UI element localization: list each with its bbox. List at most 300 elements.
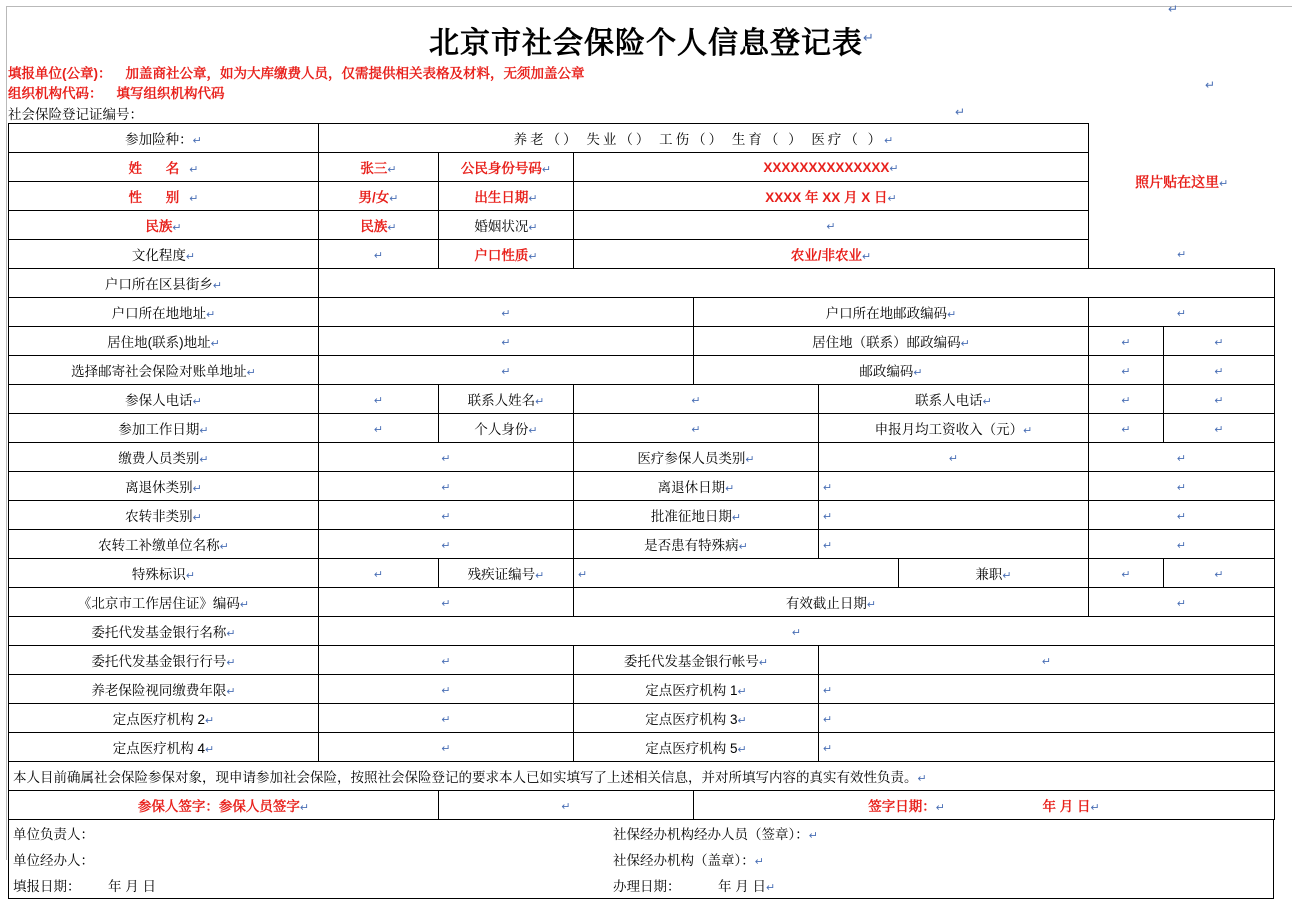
disability-no-label: 残疾证编号 [467,567,536,583]
special-ill-value-cell[interactable] [819,530,1089,559]
paragraph-mark-icon: ↵ [1168,2,1179,16]
table-row [9,269,1275,298]
hukou-type-value-cell[interactable] [574,240,1089,269]
photo-placeholder-label: 照片贴在这里 [1135,173,1220,190]
approval-date-value-cell[interactable] [819,501,1089,530]
contact-name-value-cell[interactable] [574,385,819,414]
approval-date-label: 批准征地日期 [650,509,732,525]
contact-name-label: 联系人姓名 [467,393,536,409]
mail-zip-label-cell [694,356,1089,385]
bank-name-label: 委托代发基金银行名称 [91,625,227,641]
unit-agent-cell [9,846,609,872]
paragraph-mark-icon: ↵ [206,309,216,322]
gender-label: 性 别 [128,190,190,206]
pre-header-block [0,64,1304,103]
paragraph-mark-icon: ↵ [1219,177,1229,190]
registration-form-table [8,123,1275,820]
paragraph-mark-icon: ↵ [731,512,742,525]
table-row [9,240,1275,269]
unit-head-cell [9,820,609,846]
bank-name-label-cell [9,617,319,646]
hospital5-value-cell[interactable] [819,733,1275,762]
hukou-type-label: 户口性质 [474,248,529,264]
page-title [0,0,1304,64]
hukou-district-label: 户口所在区县街乡 [104,277,213,293]
nation-label-cell [9,211,319,240]
hospital3-value-cell[interactable] [819,704,1275,733]
insurance-types-label-cell [9,124,319,153]
live-address-value-cell[interactable] [319,327,694,356]
table-row [9,646,1275,675]
fill-date-label: 填报日期： [13,879,81,895]
table-row [9,791,1275,820]
bank-code-label: 委托代发基金银行行号 [91,654,227,670]
org-code-value: 填写组织机构代码 [116,85,225,101]
paragraph-mark-icon: ↵ [501,336,511,349]
phone-label-cell [9,385,319,414]
declaration-text: 本人目前确属社会保险参保对象，现申请参加社会保险，按照社会保险登记的要求本人已如实填写了上述相关信息，并对所填写内容的真实有效性负责。 [13,770,918,786]
phone-value-cell[interactable] [319,385,439,414]
paragraph-mark-icon: ↵ [766,882,776,895]
paragraph-mark-icon: ↵ [226,628,236,641]
paragraph-mark-icon: ↵ [889,162,899,175]
live-zip-value-cell[interactable] [1089,327,1164,356]
paragraph-mark-icon: ↵ [808,830,818,843]
table-row [9,733,1275,762]
hukou-address-label-cell [9,298,319,327]
contact-phone-extra-cell[interactable] [1164,385,1275,414]
sign-date-label: 签字日期： [868,799,936,815]
paragraph-mark-icon: ↵ [917,773,927,786]
table-row [9,414,1275,443]
name-value: 张三 [360,161,388,177]
footer-row [9,846,1273,872]
paragraph-mark-icon: ↵ [737,686,747,699]
paragraph-mark-icon: ↵ [913,367,923,380]
bank-code-label-cell [9,646,319,675]
paragraph-mark-icon: ↵ [528,193,538,206]
identity-label-cell [439,414,574,443]
signature-label-cell [9,791,439,820]
paragraph-mark-icon: ↵ [1214,336,1224,349]
paragraph-mark-icon: ↵ [1002,570,1012,583]
process-date-value: 年 月 日 [718,879,767,895]
valid-until-label: 有效截止日期 [785,596,867,612]
paragraph-mark-icon: ↵ [192,483,202,496]
paragraph-mark-icon: ↵ [1041,655,1052,668]
identity-value-cell[interactable] [574,414,819,443]
paragraph-mark-icon: ↵ [441,510,451,523]
education-label: 文化程度 [131,248,186,264]
disability-no-value-cell[interactable] [574,559,899,588]
hukou-zip-label: 户口所在地邮政编码 [825,306,948,322]
mail-zip-extra-cell[interactable] [1164,356,1275,385]
paragraph-mark-icon: ↵ [1176,539,1187,552]
paragraph-mark-icon: ↵ [1121,423,1131,436]
agency-seal-cell [609,846,1273,872]
signature-blank-cell[interactable] [439,791,694,820]
work-permit-label: 《北京市工作居住证》编码 [77,596,240,612]
bank-name-value-cell[interactable] [319,617,1275,646]
fill-unit-label: 填报单位(公章)： [8,66,112,81]
retire-extra-cell[interactable] [1089,472,1275,501]
birth-label-cell [439,182,574,211]
paragraph-mark-icon: ↵ [541,164,552,177]
signature-value: 参保人员签字 [218,799,300,815]
nz-type-value-cell[interactable] [319,501,574,530]
paragraph-mark-icon: ↵ [441,481,451,494]
paragraph-mark-icon: ↵ [948,452,959,465]
table-row [9,298,1275,327]
signature-label: 参保人签字： [137,799,219,815]
hukou-address-value-cell[interactable] [319,298,694,327]
ngw-unit-value-cell[interactable] [319,530,574,559]
paragraph-mark-icon: ↵ [691,394,701,407]
paragraph-mark-icon: ↵ [373,394,384,407]
sign-date-cell[interactable] [694,791,1275,820]
special-mark-label-cell [9,559,319,588]
footer-row [9,820,1273,846]
paragraph-mark-icon: ↵ [578,568,588,581]
hukou-district-value-cell[interactable] [319,269,1275,298]
paragraph-mark-icon: ↵ [884,135,894,148]
paragraph-mark-icon: ↵ [1023,425,1033,438]
paragraph-mark-icon: ↵ [441,452,451,465]
hukou-address-label: 户口所在地地址 [111,306,207,322]
paragraph-mark-icon: ↵ [758,657,769,670]
id-label: 公民身份号码 [460,161,542,177]
mail-address-label: 选择邮寄社会保险对账单地址 [71,364,247,380]
parttime-extra-cell[interactable] [1164,559,1275,588]
paragraph-mark-icon: ↵ [199,454,209,467]
gender-label-cell [9,182,319,211]
paragraph-mark-icon: ↵ [737,744,747,757]
name-value-cell[interactable] [319,153,439,182]
paragraph-mark-icon: ↵ [205,715,215,728]
paragraph-mark-icon: ↵ [887,193,897,206]
paragraph-mark-icon: ↵ [1214,568,1224,581]
paragraph-mark-icon: ↵ [246,367,256,380]
paragraph-mark-icon: ↵ [1121,336,1131,349]
payer-type-extra-cell[interactable] [1089,443,1275,472]
paragraph-mark-icon: ↵ [725,483,735,496]
table-row [9,617,1275,646]
disability-no-label-cell [439,559,574,588]
hospital2-label-cell [9,704,319,733]
insurance-types-value-cell[interactable] [319,124,1089,153]
hospital4-label: 定点医疗机构 4 [112,741,206,757]
parttime-label: 兼职 [975,567,1003,583]
work-permit-label-cell [9,588,319,617]
paragraph-mark-icon: ↵ [955,105,966,120]
paragraph-mark-icon: ↵ [192,512,202,525]
paragraph-mark-icon: ↵ [691,423,701,436]
paragraph-mark-icon: ↵ [1177,249,1187,262]
paragraph-mark-icon: ↵ [745,454,755,467]
paragraph-mark-icon: ↵ [935,802,945,815]
hukou-zip-label-cell [694,298,1089,327]
sign-date-value: 年 月 日 [1042,799,1091,815]
paragraph-mark-icon: ↵ [1176,307,1187,320]
retire-date-value-cell[interactable] [819,472,1089,501]
paragraph-mark-icon: ↵ [535,396,545,409]
paragraph-mark-icon: ↵ [441,655,451,668]
table-row [9,559,1275,588]
medical-type-value-cell[interactable] [819,443,1089,472]
fill-date-value: 年 月 日 [108,879,157,895]
paragraph-mark-icon: ↵ [1121,568,1131,581]
retire-date-label-cell [574,472,819,501]
paragraph-mark-icon: ↵ [1214,423,1224,436]
footer-row [9,872,1273,898]
paragraph-mark-icon: ↵ [501,365,511,378]
page-title-text: 北京市社会保险个人信息登记表 [429,27,864,60]
hospital1-label: 定点医疗机构 1 [645,683,738,699]
paragraph-mark-icon: ↵ [441,713,451,726]
paragraph-mark-icon: ↵ [823,684,833,697]
insurance-types-label: 参加险种： [125,132,193,148]
paragraph-mark-icon: ↵ [863,30,875,45]
parttime-value-cell[interactable] [1089,559,1164,588]
education-label-cell [9,240,319,269]
paragraph-mark-icon: ↵ [1176,481,1187,494]
mail-address-label-cell [9,356,319,385]
paragraph-mark-icon: ↵ [441,597,451,610]
mail-zip-label: 邮政编码 [859,364,914,380]
work-permit-value-cell[interactable] [319,588,574,617]
bank-code-value-cell[interactable] [319,646,574,675]
live-zip-extra-cell[interactable] [1164,327,1275,356]
paragraph-mark-icon: ↵ [441,539,451,552]
paragraph-mark-icon: ↵ [373,423,384,436]
paragraph-mark-icon: ↵ [947,309,957,322]
table-row [9,124,1275,153]
marriage-label-cell [439,211,574,240]
paragraph-mark-icon: ↵ [528,425,538,438]
hospital3-label: 定点医疗机构 3 [645,712,738,728]
hospital5-label-cell [574,733,819,762]
footer-table [9,820,1273,898]
table-row [9,588,1275,617]
ngw-extra-cell[interactable] [1089,530,1275,559]
paragraph-mark-icon: ↵ [189,193,199,206]
table-row [9,704,1275,733]
hukou-type-value: 农业/非农业 [790,248,863,264]
contact-phone-label-cell [819,385,1089,414]
registration-number-line [0,103,1304,123]
birth-value-cell[interactable] [574,182,1089,211]
process-date-label: 办理日期： [613,879,681,895]
paragraph-mark-icon: ↵ [387,164,397,177]
paragraph-mark-icon: ↵ [226,657,236,670]
page-top-rule [6,6,1292,7]
paragraph-mark-icon: ↵ [1121,365,1131,378]
mail-zip-value-cell[interactable] [1089,356,1164,385]
identity-label: 个人身份 [474,422,529,438]
paragraph-mark-icon: ↵ [960,338,970,351]
name-label: 姓 名 [128,161,190,177]
paragraph-mark-icon: ↵ [199,425,209,438]
paragraph-mark-icon: ↵ [1214,365,1224,378]
paragraph-mark-icon: ↵ [1205,78,1216,92]
contact-phone-label: 联系人电话 [915,393,983,409]
paragraph-mark-icon: ↵ [528,251,538,264]
live-zip-label: 居住地（联系）邮政编码 [812,335,961,351]
process-date-cell [609,872,1273,898]
page-left-rule [6,6,7,860]
hukou-type-label-cell [439,240,574,269]
paragraph-mark-icon: ↵ [823,713,833,726]
hukou-district-label-cell [9,269,319,298]
hospital2-label: 定点医疗机构 2 [112,712,206,728]
mail-address-value-cell[interactable] [319,356,694,385]
id-value-cell[interactable] [574,153,1089,182]
work-start-label: 参加工作日期 [118,422,200,438]
contact-phone-value-cell[interactable] [1089,385,1164,414]
approval-date-label-cell [574,501,819,530]
paragraph-mark-icon: ↵ [1176,510,1187,523]
table-row [9,327,1275,356]
payer-type-value-cell[interactable] [319,443,574,472]
agency-staff-label: 社保经办机构经办人员（签章）： [613,827,809,843]
table-row [9,472,1275,501]
medical-type-label-cell [574,443,819,472]
agency-staff-cell [609,820,1273,846]
bank-account-label-cell [574,646,819,675]
special-ill-label: 是否患有特殊病 [644,538,739,554]
paragraph-mark-icon: ↵ [205,744,215,757]
paragraph-mark-icon: ↵ [172,222,182,235]
org-code-label: 组织机构代码： [8,85,103,101]
paragraph-mark-icon: ↵ [823,539,833,552]
gender-value: 男/女 [358,190,390,206]
paragraph-mark-icon: ↵ [226,686,236,699]
bank-account-label: 委托代发基金银行帐号 [623,654,759,670]
retire-date-label: 离退休日期 [657,480,726,496]
paragraph-mark-icon: ↵ [387,222,397,235]
retire-type-value-cell[interactable] [319,472,574,501]
nation-label: 民族 [145,219,173,235]
retire-type-label-cell [9,472,319,501]
salary-label: 申报月均工资收入（元） [874,422,1024,438]
paragraph-mark-icon: ↵ [441,742,451,755]
declaration-cell [9,762,1275,791]
nation-value-cell[interactable] [319,211,439,240]
fill-date-cell [9,872,609,898]
work-start-label-cell [9,414,319,443]
phone-label: 参保人电话 [125,393,193,409]
table-row [9,762,1275,791]
birth-value: XXXX 年 XX 月 X 日 [765,190,888,206]
paragraph-mark-icon: ↵ [738,541,748,554]
paragraph-mark-icon: ↵ [219,541,229,554]
table-row [9,182,1275,211]
paragraph-mark-icon: ↵ [561,800,571,813]
salary-value-cell[interactable] [1089,414,1164,443]
ngw-unit-label: 农转工补缴单位名称 [98,538,220,554]
unit-agent-label: 单位经办人： [13,853,94,869]
paragraph-mark-icon: ↵ [189,164,199,177]
fill-unit-line [8,64,1304,84]
unit-head-label: 单位负责人： [13,827,94,843]
table-row [9,211,1275,240]
bank-account-value-cell[interactable] [819,646,1275,675]
valid-until-value-cell[interactable] [1089,588,1275,617]
org-code-line [8,84,1304,104]
retire-type-label: 离退休类别 [125,480,193,496]
hukou-zip-value-cell[interactable] [1089,298,1275,327]
paragraph-mark-icon: ↵ [192,396,202,409]
birth-label: 出生日期 [474,190,529,206]
hospital1-label-cell [574,675,819,704]
nz-type-label: 农转非类别 [125,509,193,525]
paragraph-mark-icon: ↵ [866,599,877,612]
paragraph-mark-icon: ↵ [823,510,833,523]
paragraph-mark-icon: ↵ [441,684,451,697]
valid-until-label-cell [574,588,1089,617]
deemed-years-label-cell [9,675,319,704]
live-zip-label-cell [694,327,1089,356]
id-label-cell [439,153,574,182]
marriage-value-cell[interactable] [574,211,1089,240]
paragraph-mark-icon: ↵ [373,568,384,581]
paragraph-mark-icon: ↵ [737,715,747,728]
registration-number-label: 社会保险登记证编号： [8,107,143,123]
paragraph-mark-icon: ↵ [982,396,992,409]
work-start-value-cell[interactable] [319,414,439,443]
medical-type-label: 医疗参保人员类别 [637,451,746,467]
id-value: XXXXXXXXXXXXXX [763,159,890,175]
hospital5-label: 定点医疗机构 5 [645,741,738,757]
paragraph-mark-icon: ↵ [192,135,202,148]
marriage-label: 婚姻状况 [474,219,529,235]
payer-type-label-cell [9,443,319,472]
gender-value-cell[interactable] [319,182,439,211]
paragraph-mark-icon: ↵ [299,802,310,815]
salary-label-cell [819,414,1089,443]
paragraph-mark-icon: ↵ [185,570,196,583]
paragraph-mark-icon: ↵ [826,220,836,233]
paragraph-mark-icon: ↵ [1090,802,1100,815]
deemed-years-value-cell[interactable] [319,675,574,704]
paragraph-mark-icon: ↵ [185,251,196,264]
paragraph-mark-icon: ↵ [823,742,833,755]
hospital4-value-cell[interactable] [319,733,574,762]
education-value-cell[interactable] [319,240,439,269]
paragraph-mark-icon: ↵ [528,222,538,235]
nation-value: 民族 [360,219,388,235]
special-ill-label-cell [574,530,819,559]
nz-extra-cell[interactable] [1089,501,1275,530]
table-row [9,675,1275,704]
salary-extra-cell[interactable] [1164,414,1275,443]
hospital2-value-cell[interactable] [319,704,574,733]
name-label-cell [9,153,319,182]
table-row [9,530,1275,559]
paragraph-mark-icon: ↵ [373,249,384,262]
photo-area [1089,124,1275,240]
table-row [9,385,1275,414]
special-mark-value-cell[interactable] [319,559,439,588]
paragraph-mark-icon: ↵ [212,280,223,293]
paragraph-mark-icon: ↵ [535,570,545,583]
photo-area-filler [1089,240,1275,269]
hospital1-value-cell[interactable] [819,675,1275,704]
paragraph-mark-icon: ↵ [862,251,872,264]
contact-name-label-cell [439,385,574,414]
table-row [9,153,1275,182]
paragraph-mark-icon: ↵ [239,599,250,612]
